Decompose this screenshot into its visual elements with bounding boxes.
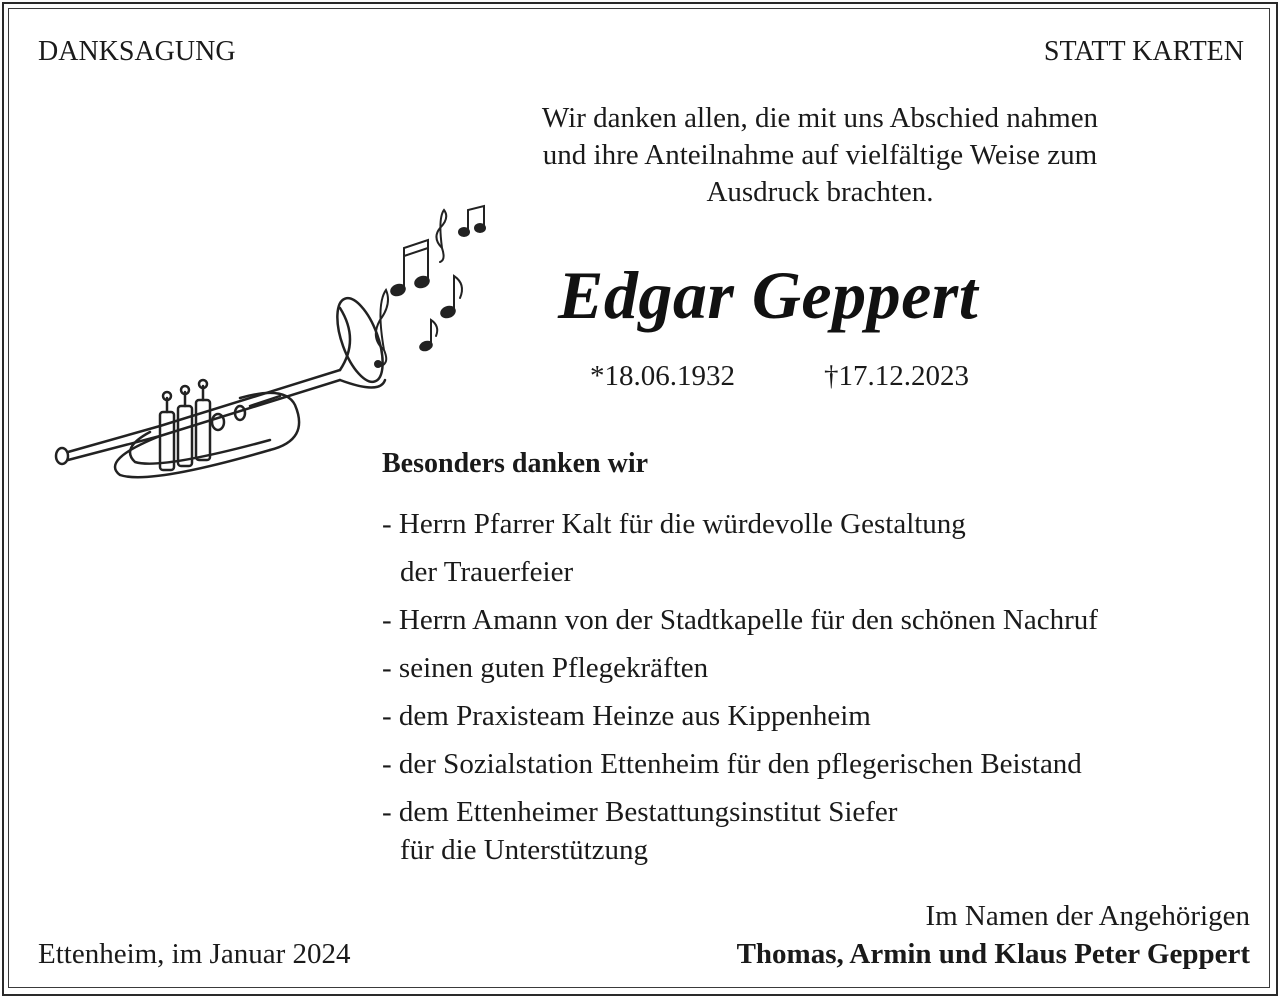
- thanks-heading: Besonders danken wir: [382, 448, 649, 479]
- thanks-list: [382, 500, 1098, 869]
- family-signature: Thomas, Armin und Klaus Peter Geppert: [736, 938, 1250, 970]
- list-item: - dem Praxisteam Heinze aus Kippenheim: [382, 700, 871, 732]
- on-behalf-line: Im Namen der Angehörigen: [925, 900, 1250, 932]
- list-item: - Herrn Amann von der Stadtkapelle für den schönen Nachruf: [382, 604, 1098, 636]
- intro-line: Wir danken allen, die mit uns Abschied nahmen: [541, 102, 1099, 134]
- intro-line: Ausdruck brachten.: [706, 176, 934, 208]
- header-statt-karten: STATT KARTEN: [1043, 36, 1244, 67]
- death-date: †17.12.2023: [824, 360, 969, 392]
- header-danksagung: DANKSAGUNG: [38, 36, 236, 67]
- place-date: Ettenheim, im Januar 2024: [38, 938, 351, 970]
- birth-date: *18.06.1932: [590, 360, 735, 392]
- list-item: für die Unterstützung: [400, 834, 649, 866]
- intro-text: [440, 100, 1200, 211]
- list-item: - der Sozialstation Ettenheim für den pflegerischen Beistand: [382, 748, 1082, 780]
- deceased-name: Edgar Geppert: [558, 257, 979, 333]
- intro-line: und ihre Anteilnahme auf vielfältige Weise zum: [542, 139, 1098, 171]
- list-item: der Trauerfeier: [400, 556, 574, 588]
- list-item: - dem Ettenheimer Bestattungsinstitut Siefer: [382, 796, 898, 828]
- list-item: - seinen guten Pflegekräften: [382, 652, 709, 684]
- list-item: - Herrn Pfarrer Kalt für die würdevolle Gestaltung: [382, 508, 966, 540]
